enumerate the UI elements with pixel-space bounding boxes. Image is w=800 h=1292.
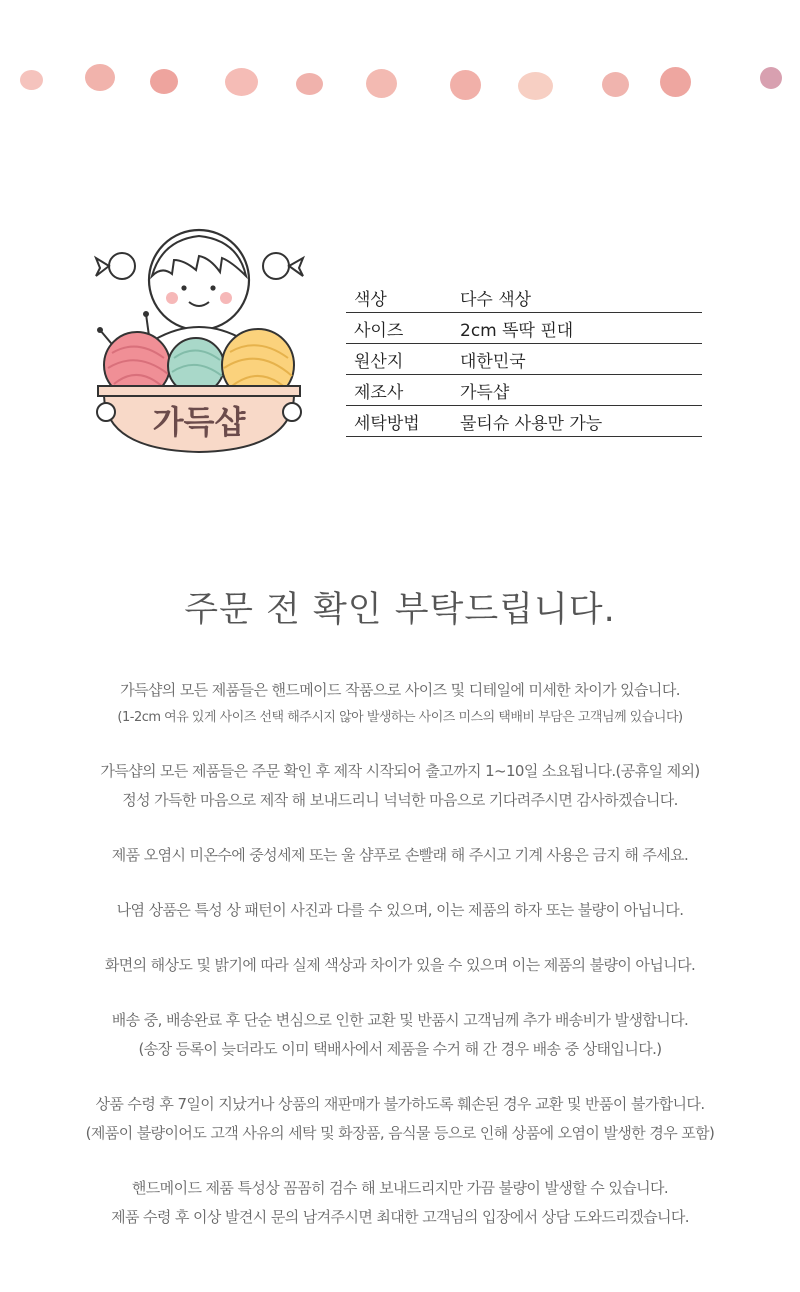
gadeuk-shop-logo xyxy=(92,218,307,456)
notice-block xyxy=(0,841,800,870)
notice-block xyxy=(0,1006,800,1064)
info-row xyxy=(346,313,702,344)
notice-block xyxy=(0,1090,800,1148)
notice-block xyxy=(0,951,800,980)
info-label: 사이즈 xyxy=(346,313,452,344)
info-label: 색상 xyxy=(346,282,452,313)
product-info-table xyxy=(346,282,702,437)
info-row xyxy=(346,406,702,437)
info-value: 가득샵 xyxy=(452,375,702,406)
decorative-dot xyxy=(660,67,691,97)
decorative-dot xyxy=(85,64,115,91)
notice-line: 정성 가득한 마음으로 제작 해 보내드리니 넉넉한 마음으로 기다려주시면 감사하겠습니다. xyxy=(122,791,678,809)
info-value: 대한민국 xyxy=(452,344,702,375)
decorative-dot xyxy=(760,67,782,89)
info-label: 원산지 xyxy=(346,344,452,375)
notice-line: (송장 등록이 늦더라도 이미 택배사에서 제품을 수거 해 간 경우 배송 중 상태입니다.) xyxy=(138,1040,662,1058)
notice-line: 제품 오염시 미온수에 중성세제 또는 울 샴푸로 손빨래 해 주시고 기계 사용은 금지 해 주세요. xyxy=(111,846,689,864)
decorative-dot xyxy=(450,70,481,100)
notice-title: 주문 전 확인 부탁드립니다. xyxy=(184,590,616,630)
notice-list xyxy=(0,676,800,1258)
decorative-dot xyxy=(602,72,629,97)
notice-line: 나염 상품은 특성 상 패턴이 사진과 다를 수 있으며, 이는 제품의 하자 또는 불량이 아닙니다. xyxy=(116,901,684,919)
decorative-dots-row xyxy=(0,0,800,120)
decorative-dot xyxy=(296,73,323,95)
notice-block xyxy=(0,676,800,731)
notice-line: 제품 수령 후 이상 발견시 문의 남겨주시면 최대한 고객님의 입장에서 상담 도와드리겠습니다. xyxy=(111,1208,689,1226)
decorative-dot xyxy=(366,69,397,98)
info-value: 다수 색상 xyxy=(452,282,702,313)
notice-line: 배송 중, 배송완료 후 단순 변심으로 인한 교환 및 반품시 고객님께 추가 배송비가 발생합니다. xyxy=(111,1011,689,1029)
info-label: 세탁방법 xyxy=(346,406,452,437)
hair-bow-right-icon xyxy=(263,253,303,279)
notice-block xyxy=(0,757,800,815)
notice-line: 화면의 해상도 및 밝기에 따라 실제 색상과 차이가 있을 수 있으며 이는 제품의 불량이 아닙니다. xyxy=(104,956,696,974)
hair-bow-left-icon xyxy=(96,253,135,279)
notice-block xyxy=(0,1174,800,1232)
notice-line: 상품 수령 후 7일이 지났거나 상품의 재판매가 불가하도록 훼손된 경우 교환 및 반품이 불가합니다. xyxy=(95,1095,705,1113)
info-value: 물티슈 사용만 가능 xyxy=(452,406,702,437)
decorative-dot xyxy=(225,68,258,96)
logo-text: 가득샵 xyxy=(152,403,246,441)
notice-block xyxy=(0,896,800,925)
info-row xyxy=(346,344,702,375)
notice-line: (제품이 불량이어도 고객 사유의 세탁 및 화장품, 음식물 등으로 인해 상품에 오염이 발생한 경우 포함) xyxy=(85,1124,715,1142)
decorative-dot xyxy=(518,72,553,100)
notice-line: 가득샵의 모든 제품들은 주문 확인 후 제작 시작되어 출고까지 1~10일 소요됩니다.(공휴일 제외) xyxy=(100,762,700,780)
info-label: 제조사 xyxy=(346,375,452,406)
decorative-dot xyxy=(150,69,178,94)
info-row xyxy=(346,282,702,313)
info-row xyxy=(346,375,702,406)
info-value: 2cm 똑딱 핀대 xyxy=(452,313,702,344)
decorative-dot xyxy=(20,70,43,90)
notice-line: (1-2cm 여유 있게 사이즈 선택 해주시지 않아 발생하는 사이즈 미스의 택배비 부담은 고객님께 있습니다) xyxy=(117,710,683,725)
notice-line: 가득샵의 모든 제품들은 핸드메이드 작품으로 사이즈 및 디테일에 미세한 차이가 있습니다. xyxy=(120,681,680,699)
notice-line: 핸드메이드 제품 특성상 꼼꼼히 검수 해 보내드리지만 가끔 불량이 발생할 수 있습니다. xyxy=(131,1179,669,1197)
